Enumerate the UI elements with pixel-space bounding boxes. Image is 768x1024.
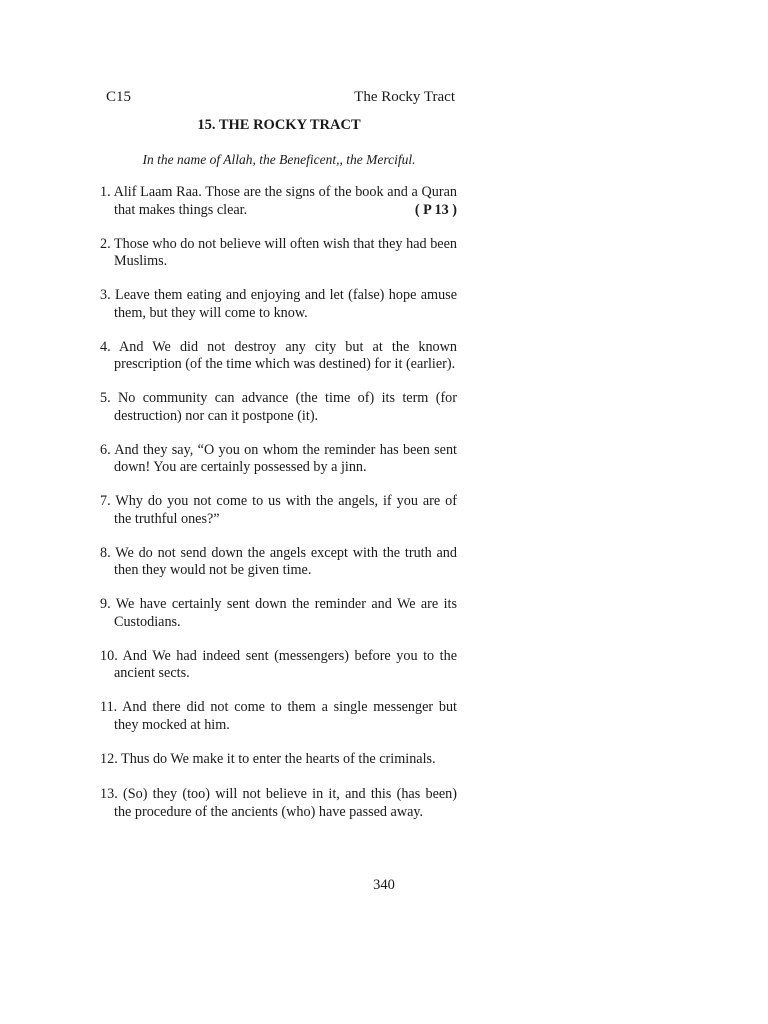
verse-text: 13. (So) they (too) will not believe in it, and this (has been) the procedure of the ancients (who) have passed away. — [100, 786, 457, 820]
running-title: The Rocky Tract — [354, 89, 455, 105]
verse-item — [100, 236, 457, 271]
chapter-title: 15. THE ROCKY TRACT — [197, 117, 361, 133]
verse-text: 6. And they say, “O you on whom the reminder has been sent down! You are certainly possessed by a jinn. — [100, 441, 457, 475]
verse-text: 4. And We did not destroy any city but at the known prescription (of the time which was destined) for it (earlier). — [100, 338, 457, 372]
verse-item — [100, 442, 457, 477]
verse-text: 1. Alif Laam Raa. Those are the signs of the book and a Quran that makes things clear. — [100, 184, 457, 218]
verse-item — [100, 493, 457, 528]
verse-reference: ( P 13 ) — [414, 201, 457, 218]
verse-list — [100, 184, 457, 821]
verse-item — [100, 339, 457, 374]
verse-item — [100, 184, 457, 219]
verse-item — [100, 786, 457, 821]
page-number: 340 — [373, 877, 395, 893]
verse-item — [100, 596, 457, 631]
verse-item — [100, 390, 457, 425]
verse-text: 2. Those who do not believe will often wish that they had been Muslims. — [100, 235, 457, 269]
verse-item — [100, 699, 457, 734]
verse-item — [100, 545, 457, 580]
verse-text: 5. No community can advance (the time of) its term (for destruction) nor can it postpone (it). — [100, 390, 457, 424]
verse-item — [100, 751, 457, 769]
verse-item — [100, 648, 457, 683]
verse-text: 10. And We had indeed sent (messengers) before you to the ancient sects. — [100, 647, 457, 681]
verse-text: 12. Thus do We make it to enter the hearts of the criminals. — [100, 750, 436, 767]
chapter-code: C15 — [106, 89, 132, 105]
verse-text: 3. Leave them eating and enjoying and let (false) hope amuse them, but they will come to know. — [100, 287, 457, 321]
verse-text: 7. Why do you not come to us with the angels, if you are of the truthful ones?” — [100, 493, 457, 527]
verse-text: 11. And there did not come to them a single messenger but they mocked at him. — [100, 699, 457, 733]
verse-text: 8. We do not send down the angels except with the truth and then they would not be given time. — [100, 544, 457, 578]
verse-item — [100, 287, 457, 322]
verse-text: 9. We have certainly sent down the reminder and We are its Custodians. — [100, 596, 457, 630]
invocation: In the name of Allah, the Beneficent,, the Merciful. — [142, 152, 416, 167]
